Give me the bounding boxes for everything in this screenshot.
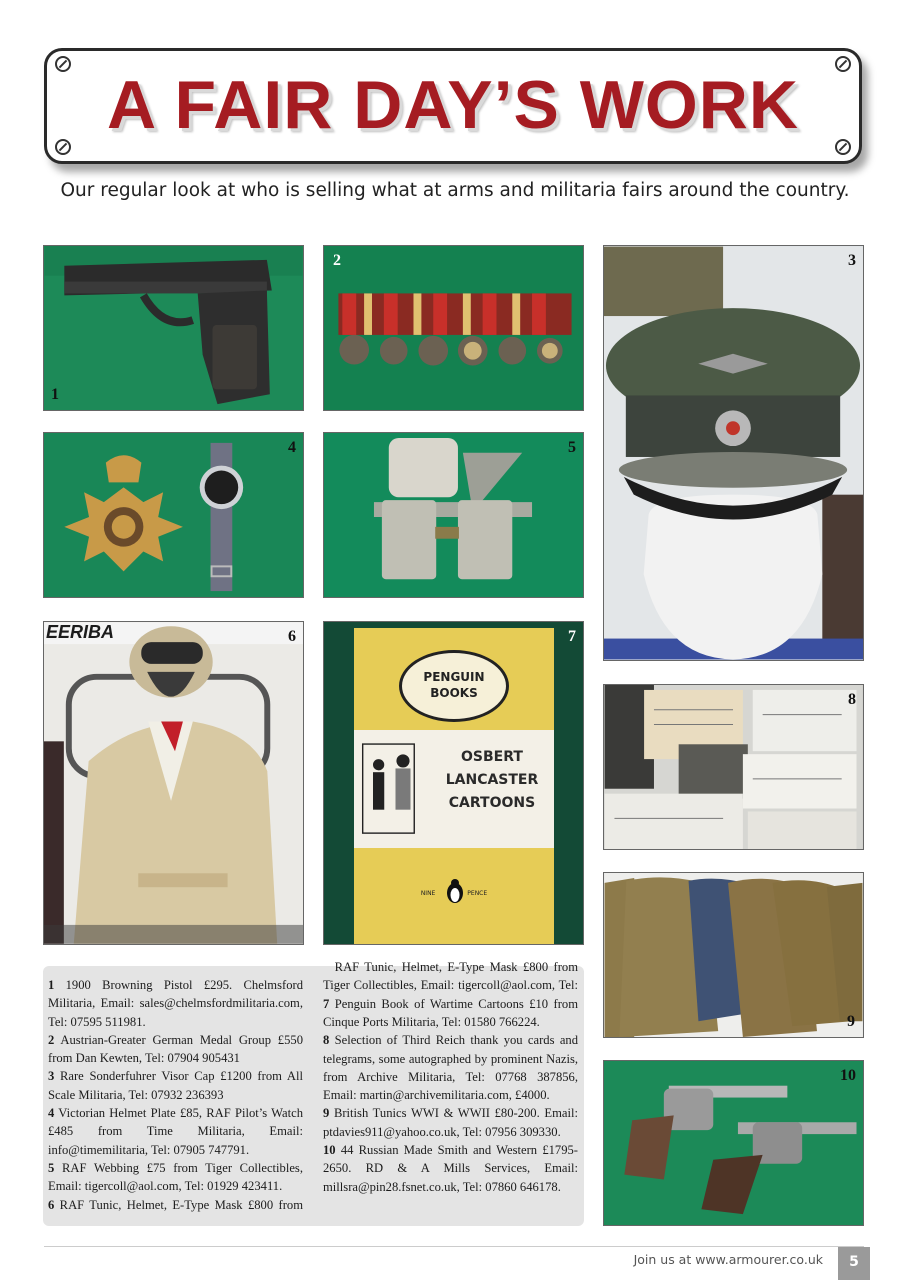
- tunics-image: [604, 873, 863, 1037]
- photo-raf-webbing: [323, 432, 584, 598]
- book-cover: [354, 628, 554, 945]
- telegrams-image: [604, 685, 863, 849]
- photo-number: 6: [288, 628, 296, 645]
- photo-revolvers: [603, 1060, 864, 1226]
- photo-number: 8: [848, 691, 856, 708]
- medals-image: [324, 246, 583, 410]
- revolvers-image: [604, 1061, 863, 1225]
- photo-british-tunics: [603, 872, 864, 1038]
- photo-number: 7: [568, 628, 576, 645]
- caption-item: RAF Tunic, Helmet, E-Type Mask £800 from Tiger Collectibles, Email: tigercoll@aol.com, Tel:: [323, 959, 578, 992]
- van-lettering: EERIBA: [46, 622, 115, 642]
- caption-item: 7 Penguin Book of Wartime Cartoons £10 from Cinque Ports Militaria, Tel: 01580 766224.: [323, 996, 578, 1029]
- publisher-oval: PENGUIN BOOKS: [399, 650, 509, 722]
- photo-number: 10: [840, 1067, 856, 1084]
- footer-website[interactable]: Join us at www.armourer.co.uk: [633, 1252, 823, 1267]
- page-title: A FAIR DAY’S WORK: [106, 67, 800, 143]
- footer-divider: [44, 1246, 864, 1247]
- caption-item: 3 Rare Sonderfuhrer Visor Cap £1200 from All Scale Militaria, Tel: 07932 236393: [48, 1069, 303, 1102]
- book-price: NINE PENCE: [420, 890, 488, 897]
- helmet-plate-image: [44, 433, 303, 597]
- pistol-image: [44, 246, 303, 410]
- photo-telegrams: [603, 684, 864, 850]
- photo-number: 1: [51, 386, 59, 403]
- book-title: OSBERT LANCASTER CARTOONS: [445, 749, 539, 811]
- photo-number: 3: [848, 252, 856, 269]
- photo-number: 4: [288, 439, 296, 456]
- visor-cap-image: [604, 246, 863, 660]
- cartoon-illustration: [358, 734, 433, 846]
- caption-item: 10 44 Russian Made Smith and Western £1795-2650. RD & A Mills Services, Email: millsra@pin28.fsnet.co.uk, Tel: 07860 646178.: [323, 1143, 578, 1194]
- page-subtitle: Our regular look at who is selling what at arms and militaria fairs around the country.: [60, 180, 850, 201]
- photo-helmet-plate-watch: [43, 432, 304, 598]
- caption-item: 9 British Tunics WWI & WWII £80-200. Email: ptdavies911@yahoo.co.uk, Tel: 07956 309330.: [323, 1106, 578, 1139]
- photo-medal-group: [323, 245, 584, 411]
- tunic-image: [44, 622, 303, 944]
- captions-column-right: [323, 959, 578, 1196]
- photo-penguin-book: [323, 621, 584, 945]
- caption-item: 6 RAF Tunic, Helmet, E-Type Mask £800 from: [48, 1197, 303, 1212]
- caption-item: 2 Austrian-Greater German Medal Group £550 from Dan Kewten, Tel: 07904 905431: [48, 1032, 303, 1066]
- photo-number: 2: [333, 252, 341, 269]
- photo-raf-tunic: [43, 621, 304, 945]
- caption-item: 1 1900 Browning Pistol £295. Chelmsford Militaria, Email: sales@chelmsfordmilitaria.com, Tel: 07595 511981.: [48, 978, 303, 1029]
- photo-number: 9: [847, 1013, 855, 1030]
- title-banner: [44, 48, 862, 164]
- penguin-logo-icon: [445, 878, 465, 904]
- captions-column-left: [48, 976, 303, 1214]
- webbing-image: [324, 433, 583, 597]
- caption-item: 4 Victorian Helmet Plate £85, RAF Pilot’s Watch £485 from Time Militaria, Email: info@timemilitaria, Tel: 07905 747791.: [48, 1106, 303, 1157]
- captions-box: [43, 959, 584, 1226]
- book-title-panel: [354, 730, 554, 848]
- photo-number: 5: [568, 439, 576, 456]
- caption-item: 5 RAF Webbing £75 from Tiger Collectibles, Email: tigercoll@aol.com, Tel: 01929 423411.: [48, 1160, 303, 1194]
- photo-visor-cap: [603, 245, 864, 661]
- page-number: 5: [838, 1247, 870, 1280]
- photo-browning-pistol: [43, 245, 304, 411]
- caption-item: 8 Selection of Third Reich thank you cards and telegrams, some autographed by prominent Nazis, from Archive Militaria, Tel: 07768 387856, Email: martin@archivemilitaria.com, £4000.: [323, 1033, 578, 1103]
